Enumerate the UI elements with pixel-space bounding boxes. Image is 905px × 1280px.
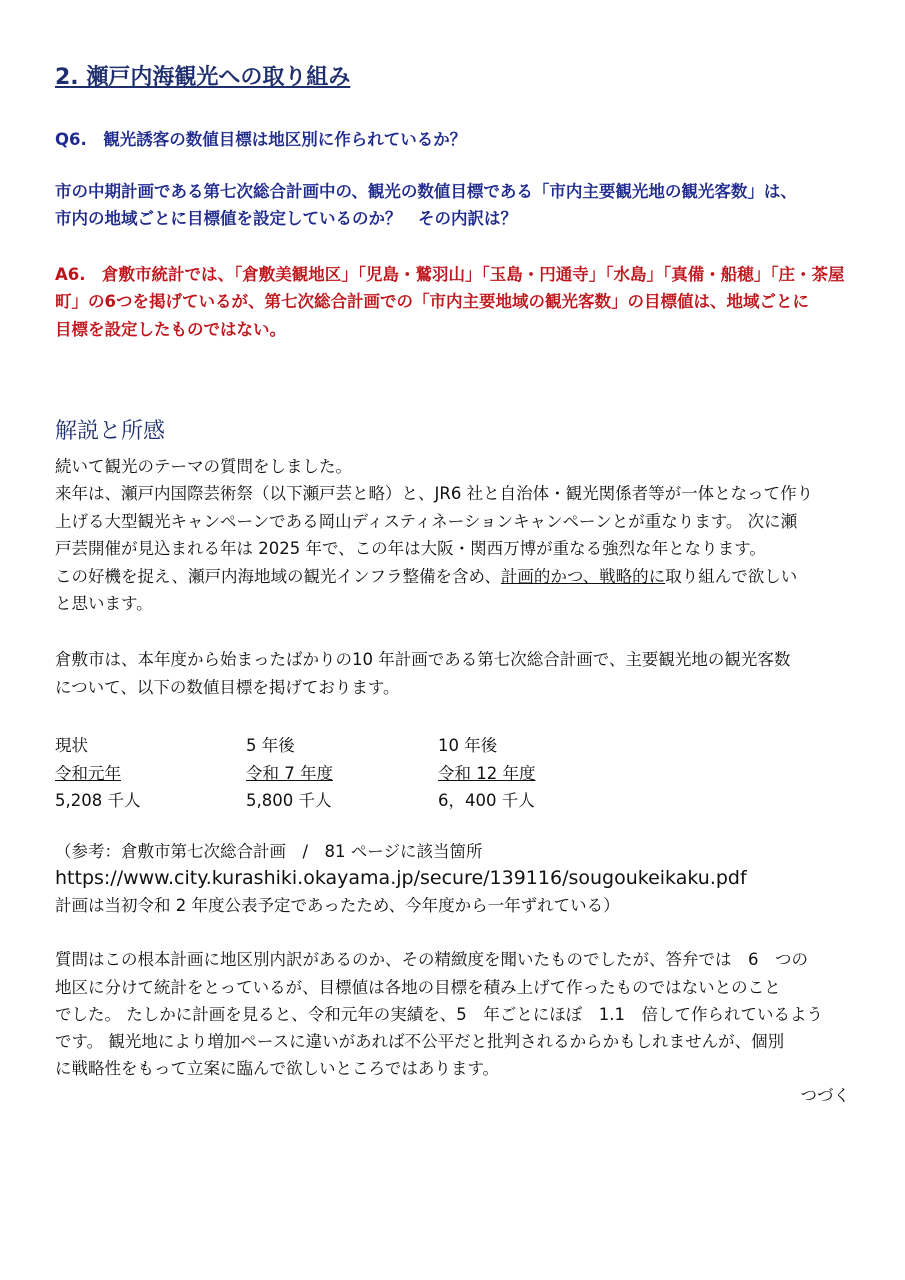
body-text: 取り組んで欲しい — [665, 567, 798, 586]
reference-line: 計画は当初令和 2 年度公表予定であったため、今年度から一年ずれている） — [55, 896, 620, 915]
body-line: 質問はこの根本計画に地区別内訳があるのか、その精緻度を聞いたものでしたが、答弁では 6 つの — [55, 950, 808, 969]
target-year: 令和 7 年度 — [246, 764, 333, 783]
body-line: 倉敷市は、本年度から始まったばかりの10 年計画である第七次総合計画で、主要観光地の観光客数 — [55, 650, 791, 669]
body-line: 上げる大型観光キャンペーンである岡山ディスティネーションキャンペーンとが重なります。 次に瀬 — [55, 512, 798, 531]
continued-label: つづく — [800, 1086, 850, 1105]
body-line: について、以下の数値目標を掲げております。 — [55, 678, 400, 697]
target-value: 5,800 千人 — [246, 791, 332, 810]
answer-line: A6. 倉敷市統計では、「倉敷美観地区」「児島・鷲羽山」「玉島・円通寺」「水島」「真備・船穂」「庄・茶屋 — [55, 265, 845, 284]
body-line: です。 観光地により増加ペースに違いがあれば不公平だと批判されるからかもしれませんが、個別 — [55, 1032, 785, 1051]
section-title: 2. 瀬戸内海観光への取り組み — [55, 65, 351, 90]
underlined-emphasis: 計画的かつ、戦略的に — [500, 567, 666, 586]
body-line: 続いて観光のテーマの質問をしました。 — [55, 457, 352, 476]
target-value: 6，400 千人 — [438, 791, 535, 810]
target-label: 10 年後 — [438, 736, 498, 755]
body-line: 地区に分けて統計をとっているが、目標値は各地の目標を積み上げて作ったものではないとのこと — [55, 978, 781, 997]
target-year: 令和元年 — [55, 764, 121, 783]
body-line: に戦略性をもって立案に臨んで欲しいところではあります。 — [55, 1059, 500, 1078]
target-label: 現状 — [55, 736, 88, 755]
body-text: この好機を捉え、瀬戸内海地域の観光インフラ整備を含め、 — [55, 567, 501, 586]
body-line: でした。 たしかに計画を見ると、令和元年の実績を、5 年ごとにほぼ 1.1 倍して作られているよう — [55, 1005, 823, 1024]
body-line: と思います。 — [55, 594, 153, 613]
reference-url[interactable]: https://www.city.kurashiki.okayama.jp/secure/139116/sougoukeikaku.pdf — [55, 867, 747, 889]
target-year: 令和 12 年度 — [438, 764, 536, 783]
reference-line: （参考：倉敷市第七次総合計画 / 81 ページに該当箇所 — [55, 842, 483, 861]
target-value: 5,208 千人 — [55, 791, 141, 810]
body-line: 来年は、瀬戸内国際芸術祭（以下瀬戸芸と略）と、JR6 社と自治体・観光関係者等が一体となって作り — [55, 484, 814, 503]
question-line: 市内の地域ごとに目標値を設定しているのか？ その内訳は？ — [55, 209, 517, 228]
body-line — [55, 567, 797, 587]
commentary-title: 解説と所感 — [55, 419, 166, 444]
body-line: 戸芸開催が見込まれる年は 2025 年で、この年は大阪・関西万博が重なる強烈な年となります。 — [55, 539, 766, 558]
question-title: Q6. 観光誘客の数値目標は地区別に作られているか？ — [55, 130, 467, 149]
target-label: 5 年後 — [246, 736, 295, 755]
answer-line: 町」の6つを掲げているが、第七次総合計画での「市内主要地域の観光客数」の目標値は、地域ごとに — [55, 292, 809, 311]
answer-line: 目標を設定したものではない。 — [55, 320, 286, 339]
question-line: 市の中期計画である第七次総合計画中の、観光の数値目標である「市内主要観光地の観光客数」は、 — [55, 182, 797, 201]
